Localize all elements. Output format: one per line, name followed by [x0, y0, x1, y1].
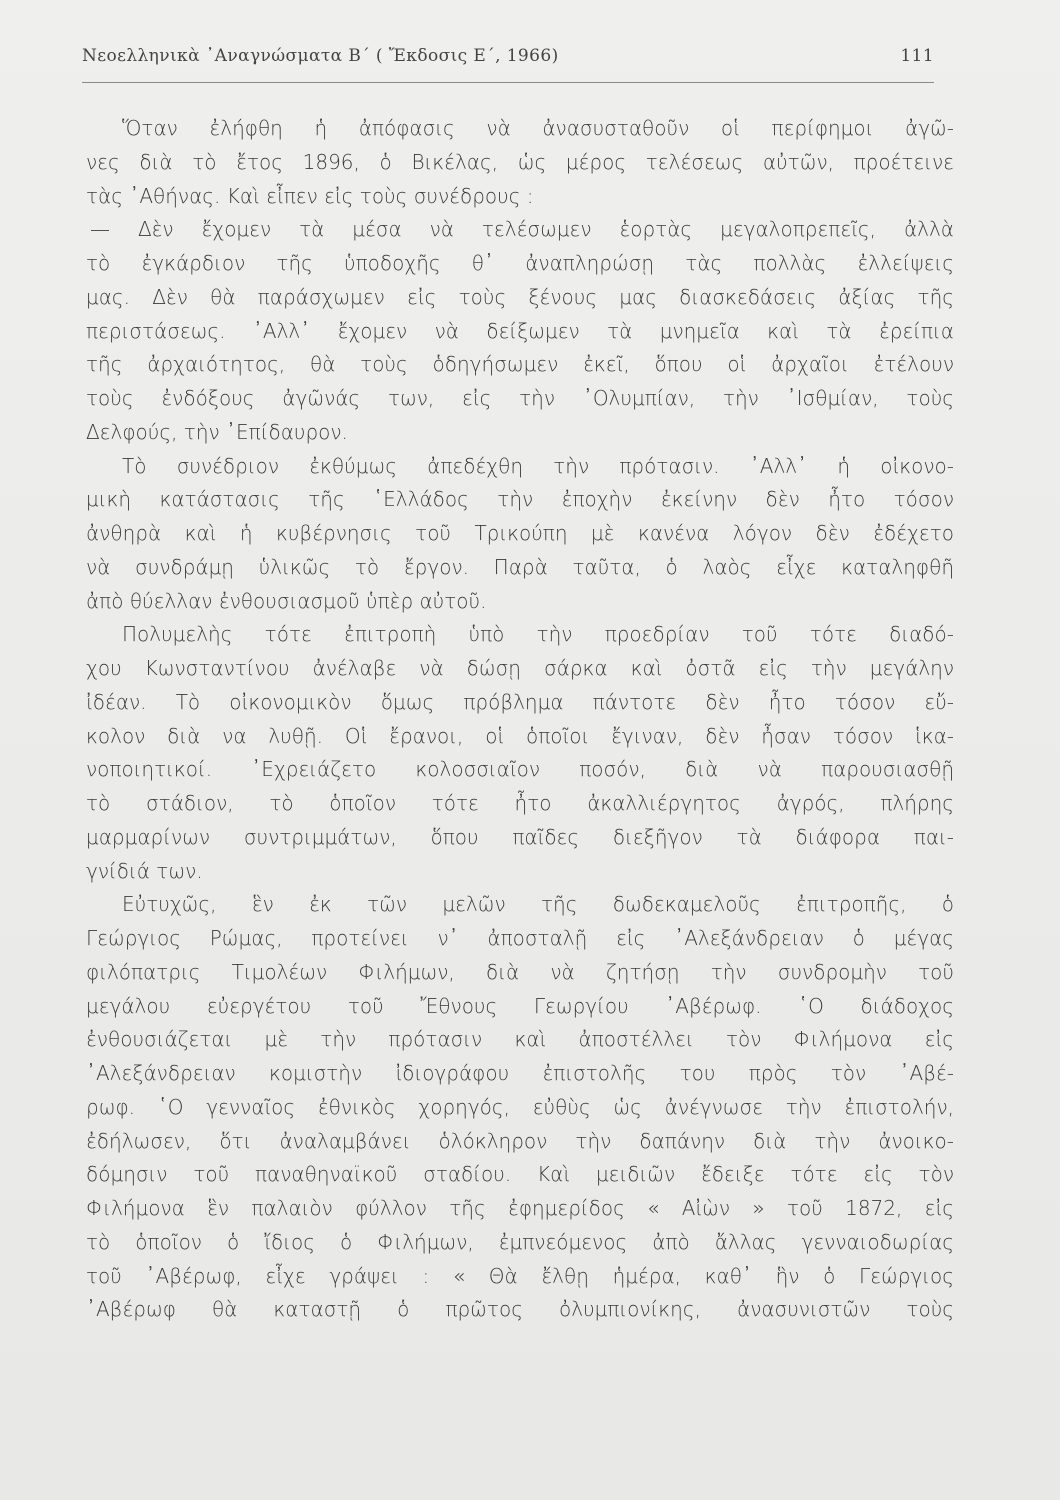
- text-line: τῆς ἀρχαιότητος, θὰ τοὺς ὁδηγήσωμεν ἐκεῖ, ὅπου οἱ ἀρχαῖοι ἐτέλουν: [86, 352, 954, 377]
- running-header: [82, 42, 940, 74]
- text-line: ἐνθουσιάζεται μὲ τὴν πρότασιν καὶ ἀποστέλλει τὸν Φιλήμονα εἰς: [86, 1027, 954, 1052]
- text-line: μικὴ κατάστασις τῆς ῾Ελλάδος τὴν ἐποχὴν ἐκείνην δὲν ἦτο τόσον: [86, 487, 954, 512]
- header-rule: [82, 82, 934, 83]
- text-line: ᾿Αβέρωφ θὰ καταστῇ ὁ πρῶτος ὀλυμπιονίκης, ἀνασυνιστῶν τοὺς: [86, 1297, 954, 1322]
- text-line: Εὐτυχῶς, ἓν ἐκ τῶν μελῶν τῆς δωδεκαμελοῦς ἐπιτροπῆς, ὁ: [122, 892, 954, 917]
- text-line: Πολυμελὴς τότε ἐπιτροπὴ ὑπὸ τὴν προεδρίαν τοῦ τότε διαδό-: [122, 622, 954, 647]
- text-line: τοῦ ᾿Αβέρωφ, εἶχε γράψει : « Θὰ ἔλθῃ ἡμέρα, καθ᾿ ἣν ὁ Γεώργιος: [86, 1263, 954, 1288]
- text-line: μας. Δὲν θὰ παράσχωμεν εἰς τοὺς ξένους μας διασκεδάσεις ἀξίας τῆς: [86, 284, 954, 309]
- text-line: Δελφούς, τὴν ᾿Επίδαυρον.: [86, 419, 348, 444]
- text-line: τοὺς ἐνδόξους ἀγῶνάς των, εἰς τὴν ᾿Ολυμπίαν, τὴν ᾿Ισθμίαν, τοὺς: [86, 386, 954, 410]
- text-line: ρωφ. ῾Ο γενναῖος ἐθνικὸς χορηγός, εὐθὺς ὡς ἀνέγνωσε τὴν ἐπιστολήν,: [86, 1094, 954, 1119]
- text-line: — Δὲν ἔχομεν τὰ μέσα νὰ τελέσωμεν ἑορτὰς μεγαλοπρεπεῖς, ἀλλὰ: [90, 217, 954, 242]
- text-line: Τὸ συνέδριον ἐκθύμως ἀπεδέχθη τὴν πρότασιν. ᾿Αλλ᾿ ἡ οἰκονο-: [122, 453, 954, 478]
- text-line: τὸ στάδιον, τὸ ὁποῖον τότε ἦτο ἀκαλλιέργητος ἀγρός, πλήρης: [86, 791, 954, 815]
- text-line: ᾿Αλεξάνδρειαν κομιστὴν ἰδιογράφου ἐπιστολῆς του πρὸς τὸν ᾿Αβέ-: [86, 1061, 954, 1085]
- text-line: νὰ συνδράμῃ ὑλικῶς τὸ ἔργον. Παρὰ ταῦτα, ὁ λαὸς εἶχε καταληφθῆ: [86, 554, 954, 579]
- text-line: φιλόπατρις Τιμολέων Φιλήμων, διὰ νὰ ζητήσῃ τὴν συνδρομὴν τοῦ: [86, 959, 954, 984]
- body-text: [86, 112, 954, 1327]
- text-line: δόμησιν τοῦ παναθηναϊκοῦ σταδίου. Καὶ μειδιῶν ἔδειξε τότε εἰς τὸν: [86, 1162, 954, 1187]
- text-line: νοποιητικοί. ᾿Εχρειάζετο κολοσσιαῖον ποσόν, διὰ νὰ παρουσιασθῇ: [86, 757, 954, 782]
- text-line: περιστάσεως. ᾿Αλλ᾿ ἔχομεν νὰ δείξωμεν τὰ μνημεῖα καὶ τὰ ἐρείπια: [86, 318, 954, 343]
- text-line: μαρμαρίνων συντριμμάτων, ὅπου παῖδες διεξῆγον τὰ διάφορα παι-: [86, 824, 954, 849]
- text-line: Φιλήμονα ἓν παλαιὸν φύλλον τῆς ἐφημερίδος « Αἰὼν » τοῦ 1872, εἰς: [86, 1196, 954, 1220]
- running-title: Νεοελληνικὰ ᾿Αναγνώσματα Β´ ( Ἔκδοσις Ε´, 1966): [82, 46, 559, 66]
- text-line: τὸ ὁποῖον ὁ ἴδιος ὁ Φιλήμων, ἐμπνεόμενος ἀπὸ ἄλλας γενναιοδωρίας: [86, 1229, 954, 1254]
- text-line: τὰς ᾿Αθήνας. Καὶ εἶπεν εἰς τοὺς συνέδρους :: [86, 183, 534, 208]
- text-line: ἰδέαν. Τὸ οἰκονομικὸν ὅμως πρόβλημα πάντοτε δὲν ἦτο τόσον εὔ-: [86, 689, 954, 714]
- page-number: 111: [900, 46, 934, 66]
- text-line: κολον διὰ να λυθῇ. Οἱ ἔρανοι, οἱ ὁποῖοι ἔγιναν, δὲν ἦσαν τόσον ἱκα-: [86, 723, 954, 748]
- text-line: γνίδιά των.: [86, 858, 203, 883]
- text-line: ἐδήλωσεν, ὅτι ἀναλαμβάνει ὁλόκληρον τὴν δαπάνην διὰ τὴν ἀνοικο-: [86, 1128, 954, 1153]
- text-line: ἀπὸ θύελλαν ἐνθουσιασμοῦ ὑπὲρ αὐτοῦ.: [86, 588, 487, 613]
- text-line: Γεώργιος Ρώμας, προτείνει ν᾿ ἀποσταλῇ εἰς ᾿Αλεξάνδρειαν ὁ μέγας: [86, 926, 954, 950]
- text-line: Ὅταν ἐλήφθη ἡ ἀπόφασις νὰ ἀνασυσταθοῦν οἱ περίφημοι ἀγῶ-: [122, 116, 954, 140]
- text-line: νες διὰ τὸ ἔτος 1896, ὁ Βικέλας, ὡς μέρος τελέσεως αὐτῶν, προέτεινε: [86, 149, 954, 174]
- text-line: τὸ ἐγκάρδιον τῆς ὑποδοχῆς θ᾿ ἀναπληρώσῃ τὰς πολλὰς ἐλλείψεις: [86, 251, 954, 275]
- text-line: μεγάλου εὐεργέτου τοῦ Ἔθνους Γεωργίου ᾿Αβέρωφ. ῾Ο διάδοχος: [86, 993, 954, 1018]
- text-line: ἀνθηρὰ καὶ ἡ κυβέρνησις τοῦ Τρικούπη μὲ κανένα λόγον δὲν ἐδέχετο: [86, 521, 954, 545]
- text-line: χου Κωνσταντίνου ἀνέλαβε νὰ δώσῃ σάρκα καὶ ὀστᾶ εἰς τὴν μεγάλην: [86, 656, 954, 680]
